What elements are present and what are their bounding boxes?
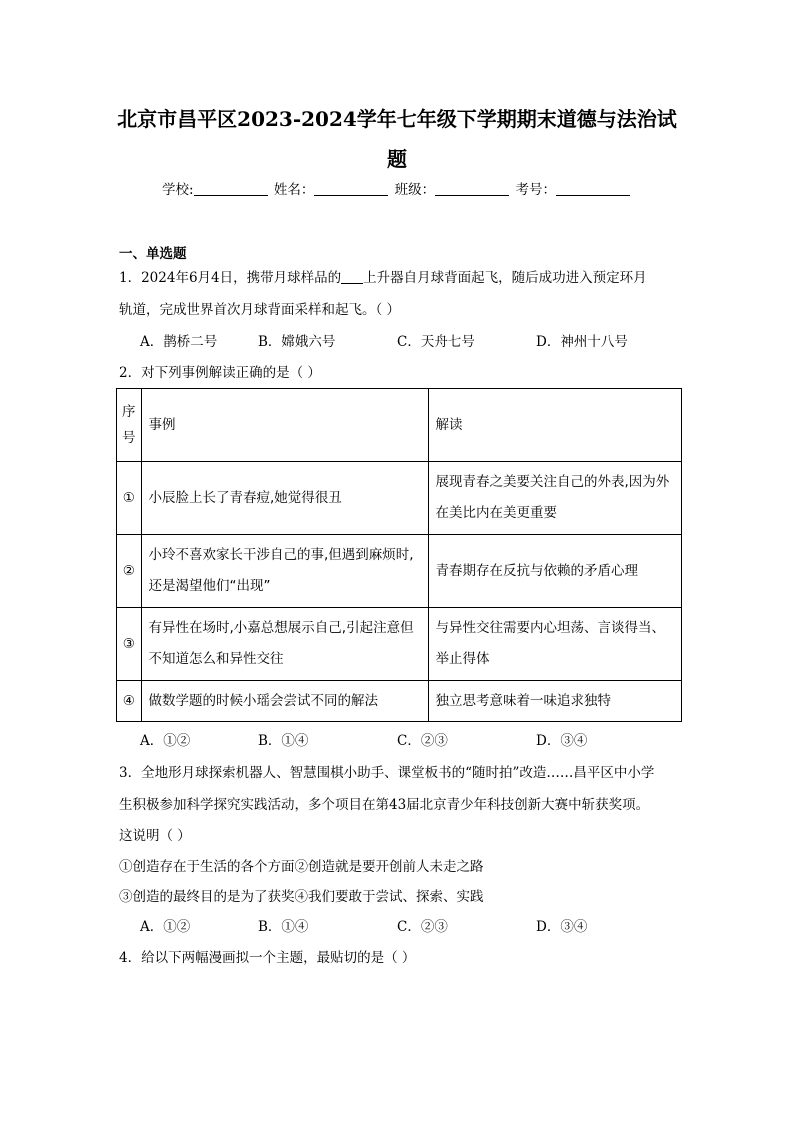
student-info-row [0, 180, 794, 200]
row-case: 有异性在场时,小嘉总想展示自己,引起注意但不知道怎么和异性交往 [141, 608, 428, 681]
row-number: ④ [117, 681, 142, 722]
q2-case-table [116, 388, 682, 722]
q2-option-a[interactable]: A．①② [140, 733, 191, 749]
section-heading: 一、单选题 [119, 246, 187, 262]
exam-no-blank[interactable] [556, 181, 630, 196]
class-blank[interactable] [435, 181, 509, 196]
table-row [117, 462, 682, 535]
school-blank[interactable] [194, 181, 268, 196]
q1-prefix: 1．2024年6月4日，携带月球样品的 [119, 270, 342, 286]
exam-no-label: 考号： [515, 182, 556, 198]
q2-option-d[interactable]: D．③④ [536, 733, 588, 749]
q1-option-d[interactable]: D．神州十八号 [536, 334, 628, 350]
header-number: 序号 [117, 389, 142, 462]
row-number: ③ [117, 608, 142, 681]
row-reading: 与异性交往需要内心坦荡、言谈得当、举止得体 [428, 608, 682, 681]
q2-option-b[interactable]: B．①④ [258, 733, 309, 749]
q1-suffix: 上升器自月球背面起飞，随后成功进入预定环月 [363, 270, 647, 286]
q3-option-c[interactable]: C．②③ [397, 919, 448, 935]
row-case: 做数学题的时候小瑶会尝试不同的解法 [141, 681, 428, 722]
name-label: 姓名： [273, 182, 315, 198]
q3-option-d[interactable]: D．③④ [536, 919, 588, 935]
q4-stem: 4．给以下两幅漫画拟一个主题，最贴切的是（ ） [119, 950, 416, 966]
row-case: 小辰脸上长了青春痘,她觉得很丑 [141, 462, 428, 535]
q3-stem-line1: 3．全地形月球探索机器人、智慧围棋小助手、课堂板书的“随时拍”改造……昌平区中小学 [119, 765, 655, 781]
q3-stem-line2: 生积极参加科学探究实践活动，多个项目在第43届北京青少年科技创新大赛中斩获奖项。 [119, 797, 650, 813]
q1-fill-blank [341, 269, 363, 284]
q3-statements-line1: ①创造存在于生活的各个方面②创造就是要开创前人未走之路 [119, 859, 484, 875]
class-label: 班级： [394, 182, 436, 198]
q2-option-c[interactable]: C．②③ [397, 733, 448, 749]
q1-option-a[interactable]: A．鹊桥二号 [140, 334, 218, 350]
q1-stem-line2: 轨道，完成世界首次月球背面采样和起飞。（ ） [119, 302, 401, 318]
table-row [117, 681, 682, 722]
q1-option-c[interactable]: C．天舟七号 [397, 334, 475, 350]
row-reading: 展现青春之美要关注自己的外表,因为外在美比内在美更重要 [428, 462, 682, 535]
q1-stem-line1 [119, 268, 647, 288]
page-title: 北京市昌平区2023-2024学年七年级下学期期末道德与法治试 [117, 107, 677, 131]
row-reading: 独立思考意味着一味追求独特 [428, 681, 682, 722]
q2-stem: 2．对下列事例解读正确的是（ ） [119, 365, 321, 381]
row-case: 小玲不喜欢家长干涉自己的事,但遇到麻烦时,还是渴望他们“出现” [141, 535, 428, 608]
q3-option-a[interactable]: A．①② [140, 919, 191, 935]
header-case: 事例 [141, 389, 428, 462]
row-number: ① [117, 462, 142, 535]
table-row [117, 535, 682, 608]
q3-statements-line2: ③创造的最终目的是为了获奖④我们要敢于尝试、探索、实践 [119, 889, 484, 905]
row-reading: 青春期存在反抗与依赖的矛盾心理 [428, 535, 682, 608]
name-blank[interactable] [314, 181, 388, 196]
q3-option-b[interactable]: B．①④ [258, 919, 309, 935]
table-row [117, 608, 682, 681]
q3-stem-line3: 这说明（ ） [119, 828, 191, 844]
row-number: ② [117, 535, 142, 608]
q1-option-b[interactable]: B．嫦娥六号 [258, 334, 336, 350]
school-label: 学校: [162, 182, 194, 198]
table-header-row [117, 389, 682, 462]
page-title-continued: 题 [387, 147, 407, 171]
header-reading: 解读 [428, 389, 682, 462]
